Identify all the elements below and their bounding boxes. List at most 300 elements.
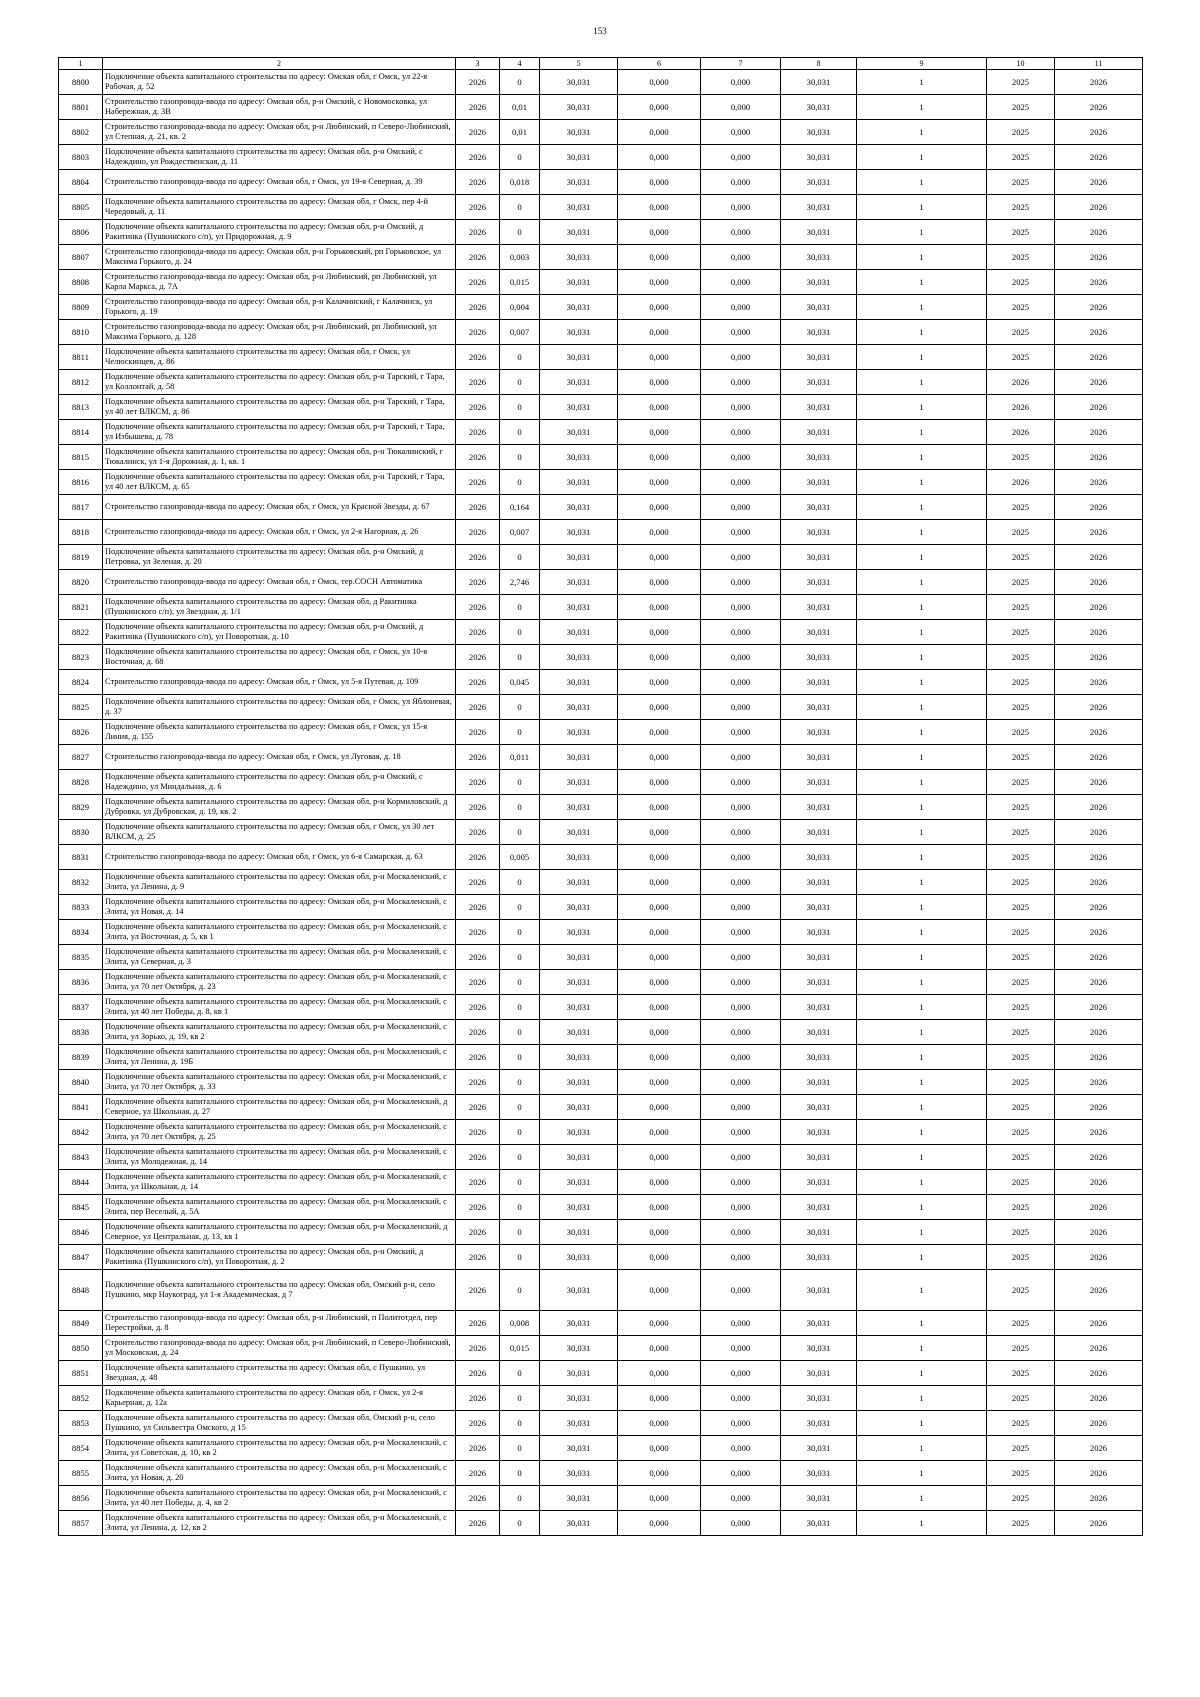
col6-cell: 0,000 [618, 595, 701, 620]
col3-cell: 2026 [456, 1220, 500, 1245]
table-row [59, 1220, 1143, 1245]
col3-cell: 2026 [456, 920, 500, 945]
col6-cell: 0,000 [618, 520, 701, 545]
col10-cell: 2025 [987, 745, 1055, 770]
table-row [59, 595, 1143, 620]
col11-cell: 2026 [1055, 1095, 1143, 1120]
row-number-cell: 8845 [59, 1195, 103, 1220]
table-row [59, 345, 1143, 370]
col5-cell: 30,031 [540, 195, 618, 220]
col9-cell: 1 [857, 1436, 987, 1461]
col10-cell: 2025 [987, 1045, 1055, 1070]
description-cell: Подключение объекта капитального строительства по адресу: Омская обл, р-н Москаленский, с Элита, ул Ленина, д. 9 [103, 870, 456, 895]
col6-cell: 0,000 [618, 220, 701, 245]
col9-cell: 1 [857, 1220, 987, 1245]
description-cell: Подключение объекта капитального строительства по адресу: Омская обл, р-н Москаленский, д Северное, ул Школьная, д. 27 [103, 1095, 456, 1120]
description-cell: Подключение объекта капитального строительства по адресу: Омская обл, р-н Москаленский, с Элита, пер Веселый, д. 5А [103, 1195, 456, 1220]
col5-cell: 30,031 [540, 1486, 618, 1511]
row-number-cell: 8833 [59, 895, 103, 920]
col11-cell: 2026 [1055, 645, 1143, 670]
col10-cell: 2025 [987, 820, 1055, 845]
col8-cell: 30,031 [781, 820, 857, 845]
col11-cell: 2026 [1055, 170, 1143, 195]
col11-cell: 2026 [1055, 295, 1143, 320]
col4-cell: 0 [500, 795, 540, 820]
column-header: 7 [701, 58, 781, 70]
description-cell: Подключение объекта капитального строительства по адресу: Омская обл, р-н Тарский, г Тара, ул Избышева, д. 78 [103, 420, 456, 445]
col4-cell: 0 [500, 1361, 540, 1386]
col9-cell: 1 [857, 1386, 987, 1411]
col4-cell: 0 [500, 1386, 540, 1411]
col8-cell: 30,031 [781, 1486, 857, 1511]
row-number-cell: 8808 [59, 270, 103, 295]
col4-cell: 0 [500, 1120, 540, 1145]
col7-cell: 0,000 [701, 1195, 781, 1220]
col11-cell: 2026 [1055, 1020, 1143, 1045]
col6-cell: 0,000 [618, 345, 701, 370]
col9-cell: 1 [857, 645, 987, 670]
col11-cell: 2026 [1055, 545, 1143, 570]
col3-cell: 2026 [456, 70, 500, 95]
col11-cell: 2026 [1055, 195, 1143, 220]
table-row [59, 845, 1143, 870]
column-header: 11 [1055, 58, 1143, 70]
col10-cell: 2025 [987, 920, 1055, 945]
col6-cell: 0,000 [618, 870, 701, 895]
table-row [59, 320, 1143, 345]
col5-cell: 30,031 [540, 820, 618, 845]
table-row [59, 295, 1143, 320]
table-row [59, 520, 1143, 545]
table-row [59, 570, 1143, 595]
column-header: 9 [857, 58, 987, 70]
col5-cell: 30,031 [540, 1411, 618, 1436]
col3-cell: 2026 [456, 120, 500, 145]
column-header: 2 [103, 58, 456, 70]
col8-cell: 30,031 [781, 245, 857, 270]
col5-cell: 30,031 [540, 1386, 618, 1411]
col4-cell: 0 [500, 1411, 540, 1436]
col11-cell: 2026 [1055, 1270, 1143, 1311]
col10-cell: 2025 [987, 1145, 1055, 1170]
col9-cell: 1 [857, 945, 987, 970]
row-number-cell: 8827 [59, 745, 103, 770]
col3-cell: 2026 [456, 1045, 500, 1070]
description-cell: Подключение объекта капитального строительства по адресу: Омская обл, г Омск, пер 4-й Чередовый, д. 11 [103, 195, 456, 220]
col11-cell: 2026 [1055, 1120, 1143, 1145]
col11-cell: 2026 [1055, 870, 1143, 895]
column-header: 10 [987, 58, 1055, 70]
table-row [59, 445, 1143, 470]
description-cell: Подключение объекта капитального строительства по адресу: Омская обл, р-н Москаленский, с Элита, ул Школьная, д. 14 [103, 1170, 456, 1195]
col5-cell: 30,031 [540, 970, 618, 995]
col10-cell: 2025 [987, 320, 1055, 345]
col11-cell: 2026 [1055, 920, 1143, 945]
col5-cell: 30,031 [540, 145, 618, 170]
col10-cell: 2025 [987, 195, 1055, 220]
col6-cell: 0,000 [618, 420, 701, 445]
row-number-cell: 8810 [59, 320, 103, 345]
col3-cell: 2026 [456, 995, 500, 1020]
col9-cell: 1 [857, 895, 987, 920]
col11-cell: 2026 [1055, 620, 1143, 645]
col9-cell: 1 [857, 1511, 987, 1536]
col9-cell: 1 [857, 270, 987, 295]
col5-cell: 30,031 [540, 295, 618, 320]
col5-cell: 30,031 [540, 220, 618, 245]
row-number-cell: 8804 [59, 170, 103, 195]
col4-cell: 0 [500, 1095, 540, 1120]
col4-cell: 0 [500, 945, 540, 970]
col9-cell: 1 [857, 370, 987, 395]
table-row [59, 70, 1143, 95]
col6-cell: 0,000 [618, 745, 701, 770]
col4-cell: 0 [500, 1461, 540, 1486]
col9-cell: 1 [857, 1270, 987, 1311]
col9-cell: 1 [857, 695, 987, 720]
col5-cell: 30,031 [540, 70, 618, 95]
description-cell: Строительство газопровода-ввода по адресу: Омская обл, г Омск, тер.СОСН Автоматика [103, 570, 456, 595]
col4-cell: 0 [500, 420, 540, 445]
col10-cell: 2025 [987, 145, 1055, 170]
table-row [59, 945, 1143, 970]
table-row [59, 995, 1143, 1020]
col5-cell: 30,031 [540, 1145, 618, 1170]
col11-cell: 2026 [1055, 595, 1143, 620]
description-cell: Строительство газопровода-ввода по адресу: Омская обл, р-н Любинский, п Политотдел, пер Перестройки, д. 8 [103, 1311, 456, 1336]
table-row [59, 1070, 1143, 1095]
row-number-cell: 8813 [59, 395, 103, 420]
col4-cell: 0,011 [500, 745, 540, 770]
col3-cell: 2026 [456, 795, 500, 820]
col8-cell: 30,031 [781, 870, 857, 895]
col6-cell: 0,000 [618, 995, 701, 1020]
col7-cell: 0,000 [701, 845, 781, 870]
col8-cell: 30,031 [781, 1170, 857, 1195]
col3-cell: 2026 [456, 1020, 500, 1045]
description-cell: Строительство газопровода-ввода по адресу: Омская обл, г Омск, ул 19-я Северная, д. 39 [103, 170, 456, 195]
col4-cell: 0 [500, 720, 540, 745]
col3-cell: 2026 [456, 1486, 500, 1511]
row-number-cell: 8800 [59, 70, 103, 95]
table-row [59, 1411, 1143, 1436]
col8-cell: 30,031 [781, 170, 857, 195]
col5-cell: 30,031 [540, 1070, 618, 1095]
description-cell: Строительство газопровода-ввода по адресу: Омская обл, г Омск, ул 5-я Путевая, д. 109 [103, 670, 456, 695]
col9-cell: 1 [857, 595, 987, 620]
description-cell: Подключение объекта капитального строительства по адресу: Омская обл, р-н Москаленский, с Элита, ул 70 лет Октября, д. 25 [103, 1120, 456, 1145]
col9-cell: 1 [857, 1170, 987, 1195]
col6-cell: 0,000 [618, 720, 701, 745]
col11-cell: 2026 [1055, 495, 1143, 520]
col8-cell: 30,031 [781, 795, 857, 820]
description-cell: Подключение объекта капитального строительства по адресу: Омская обл, р-н Тарский, г Тара, ул 40 лет ВЛКСМ, д. 65 [103, 470, 456, 495]
row-number-cell: 8850 [59, 1336, 103, 1361]
col3-cell: 2026 [456, 620, 500, 645]
col9-cell: 1 [857, 245, 987, 270]
col10-cell: 2025 [987, 620, 1055, 645]
table-row [59, 620, 1143, 645]
col9-cell: 1 [857, 820, 987, 845]
col7-cell: 0,000 [701, 770, 781, 795]
col11-cell: 2026 [1055, 345, 1143, 370]
col9-cell: 1 [857, 1045, 987, 1070]
description-cell: Строительство газопровода-ввода по адресу: Омская обл, р-н Любинский, п Северо-Любинский, ул Московская, д. 24 [103, 1336, 456, 1361]
col6-cell: 0,000 [618, 195, 701, 220]
table-row [59, 1461, 1143, 1486]
col8-cell: 30,031 [781, 595, 857, 620]
col10-cell: 2025 [987, 1220, 1055, 1245]
col4-cell: 0,018 [500, 170, 540, 195]
col4-cell: 0 [500, 995, 540, 1020]
col4-cell: 0 [500, 1170, 540, 1195]
description-cell: Строительство газопровода-ввода по адресу: Омская обл, р-н Любинский, рп Любинский, ул Максима Горького, д. 128 [103, 320, 456, 345]
col10-cell: 2025 [987, 670, 1055, 695]
col10-cell: 2025 [987, 95, 1055, 120]
col8-cell: 30,031 [781, 995, 857, 1020]
description-cell: Подключение объекта капитального строительства по адресу: Омская обл, р-н Москаленский, с Элита, ул 70 лет Октября, д. 33 [103, 1070, 456, 1095]
col3-cell: 2026 [456, 1336, 500, 1361]
col8-cell: 30,031 [781, 845, 857, 870]
col5-cell: 30,031 [540, 620, 618, 645]
col4-cell: 0 [500, 1045, 540, 1070]
col10-cell: 2025 [987, 1461, 1055, 1486]
table-row [59, 1361, 1143, 1386]
col3-cell: 2026 [456, 1386, 500, 1411]
description-cell: Подключение объекта капитального строительства по адресу: Омская обл, р-н Москаленский, с Элита, ул Ленина, д. 19Б [103, 1045, 456, 1070]
col6-cell: 0,000 [618, 895, 701, 920]
row-number-cell: 8812 [59, 370, 103, 395]
col5-cell: 30,031 [540, 1336, 618, 1361]
col4-cell: 0 [500, 820, 540, 845]
col6-cell: 0,000 [618, 120, 701, 145]
col8-cell: 30,031 [781, 345, 857, 370]
col4-cell: 0,164 [500, 495, 540, 520]
col3-cell: 2026 [456, 720, 500, 745]
col10-cell: 2025 [987, 170, 1055, 195]
col6-cell: 0,000 [618, 445, 701, 470]
col6-cell: 0,000 [618, 770, 701, 795]
col4-cell: 0 [500, 1270, 540, 1311]
col5-cell: 30,031 [540, 845, 618, 870]
col7-cell: 0,000 [701, 1145, 781, 1170]
col6-cell: 0,000 [618, 1220, 701, 1245]
col7-cell: 0,000 [701, 420, 781, 445]
description-cell: Подключение объекта капитального строительства по адресу: Омская обл, г Омск, ул 10-я Восточная, д. 68 [103, 645, 456, 670]
col9-cell: 1 [857, 1195, 987, 1220]
col3-cell: 2026 [456, 270, 500, 295]
col3-cell: 2026 [456, 370, 500, 395]
col8-cell: 30,031 [781, 495, 857, 520]
col11-cell: 2026 [1055, 995, 1143, 1020]
row-number-cell: 8809 [59, 295, 103, 320]
col9-cell: 1 [857, 670, 987, 695]
description-cell: Подключение объекта капитального строительства по адресу: Омская обл, р-н Омский, д Петровка, ул Зеленая, д. 20 [103, 545, 456, 570]
col6-cell: 0,000 [618, 945, 701, 970]
description-cell: Подключение объекта капитального строительства по адресу: Омская обл, р-н Тюкалинский, г Тюкалинск, ул 1-я Дорожная, д. 1, кв. 1 [103, 445, 456, 470]
col6-cell: 0,000 [618, 495, 701, 520]
col6-cell: 0,000 [618, 95, 701, 120]
col10-cell: 2025 [987, 870, 1055, 895]
col5-cell: 30,031 [540, 1511, 618, 1536]
col3-cell: 2026 [456, 520, 500, 545]
col9-cell: 1 [857, 870, 987, 895]
row-number-cell: 8807 [59, 245, 103, 270]
col7-cell: 0,000 [701, 470, 781, 495]
col8-cell: 30,031 [781, 970, 857, 995]
col5-cell: 30,031 [540, 945, 618, 970]
row-number-cell: 8836 [59, 970, 103, 995]
col11-cell: 2026 [1055, 320, 1143, 345]
description-cell: Подключение объекта капитального строительства по адресу: Омская обл, р-н Москаленский, д Северное, ул Центральная, д. 13, кв 1 [103, 1220, 456, 1245]
description-cell: Подключение объекта капитального строительства по адресу: Омская обл, р-н Москаленский, с Элита, ул Северная, д. 3 [103, 945, 456, 970]
col9-cell: 1 [857, 520, 987, 545]
column-header: 4 [500, 58, 540, 70]
col6-cell: 0,000 [618, 820, 701, 845]
table-row [59, 820, 1143, 845]
row-number-cell: 8821 [59, 595, 103, 620]
col9-cell: 1 [857, 345, 987, 370]
col11-cell: 2026 [1055, 70, 1143, 95]
col4-cell: 0,015 [500, 1336, 540, 1361]
table-row [59, 420, 1143, 445]
table-row [59, 1511, 1143, 1536]
col5-cell: 30,031 [540, 170, 618, 195]
row-number-cell: 8801 [59, 95, 103, 120]
col7-cell: 0,000 [701, 545, 781, 570]
col4-cell: 0 [500, 545, 540, 570]
col4-cell: 0,004 [500, 295, 540, 320]
col10-cell: 2025 [987, 1386, 1055, 1411]
col11-cell: 2026 [1055, 1220, 1143, 1245]
col6-cell: 0,000 [618, 270, 701, 295]
table-row [59, 120, 1143, 145]
col9-cell: 1 [857, 395, 987, 420]
col10-cell: 2025 [987, 270, 1055, 295]
col11-cell: 2026 [1055, 745, 1143, 770]
col3-cell: 2026 [456, 295, 500, 320]
description-cell: Строительство газопровода-ввода по адресу: Омская обл, г Омск, ул Красной Звезды, д. 67 [103, 495, 456, 520]
row-number-cell: 8830 [59, 820, 103, 845]
col8-cell: 30,031 [781, 520, 857, 545]
col5-cell: 30,031 [540, 245, 618, 270]
col9-cell: 1 [857, 570, 987, 595]
description-cell: Подключение объекта капитального строительства по адресу: Омская обл, г Омск, ул Челюскинцев, д. 86 [103, 345, 456, 370]
col6-cell: 0,000 [618, 1145, 701, 1170]
col6-cell: 0,000 [618, 1020, 701, 1045]
col9-cell: 1 [857, 320, 987, 345]
col9-cell: 1 [857, 145, 987, 170]
col5-cell: 30,031 [540, 570, 618, 595]
col6-cell: 0,000 [618, 1511, 701, 1536]
col4-cell: 0 [500, 695, 540, 720]
col7-cell: 0,000 [701, 95, 781, 120]
col10-cell: 2025 [987, 520, 1055, 545]
col11-cell: 2026 [1055, 1170, 1143, 1195]
col6-cell: 0,000 [618, 1095, 701, 1120]
col9-cell: 1 [857, 170, 987, 195]
table-row [59, 645, 1143, 670]
col7-cell: 0,000 [701, 145, 781, 170]
col11-cell: 2026 [1055, 120, 1143, 145]
col8-cell: 30,031 [781, 945, 857, 970]
description-cell: Подключение объекта капитального строительства по адресу: Омская обл, р-н Москаленский, с Элита, ул Новая, д. 14 [103, 895, 456, 920]
col4-cell: 0 [500, 470, 540, 495]
col7-cell: 0,000 [701, 870, 781, 895]
row-number-cell: 8837 [59, 995, 103, 1020]
description-cell: Подключение объекта капитального строительства по адресу: Омская обл, г Омск, ул 22-я Рабочая, д. 52 [103, 70, 456, 95]
col8-cell: 30,031 [781, 1336, 857, 1361]
col4-cell: 0 [500, 1020, 540, 1045]
col4-cell: 0 [500, 920, 540, 945]
col5-cell: 30,031 [540, 370, 618, 395]
col3-cell: 2026 [456, 1170, 500, 1195]
col3-cell: 2026 [456, 970, 500, 995]
col9-cell: 1 [857, 770, 987, 795]
col10-cell: 2025 [987, 945, 1055, 970]
col6-cell: 0,000 [618, 1195, 701, 1220]
col8-cell: 30,031 [781, 1095, 857, 1120]
col3-cell: 2026 [456, 1095, 500, 1120]
column-header: 5 [540, 58, 618, 70]
col8-cell: 30,031 [781, 370, 857, 395]
col5-cell: 30,031 [540, 495, 618, 520]
description-cell: Строительство газопровода-ввода по адресу: Омская обл, р-н Любинский, рп Любинский, ул Карла Маркса, д. 7А [103, 270, 456, 295]
row-number-cell: 8847 [59, 1245, 103, 1270]
col3-cell: 2026 [456, 470, 500, 495]
col8-cell: 30,031 [781, 445, 857, 470]
col8-cell: 30,031 [781, 1245, 857, 1270]
table-row [59, 870, 1143, 895]
col10-cell: 2025 [987, 795, 1055, 820]
col5-cell: 30,031 [540, 645, 618, 670]
col10-cell: 2026 [987, 395, 1055, 420]
col9-cell: 1 [857, 470, 987, 495]
row-number-cell: 8802 [59, 120, 103, 145]
table-row [59, 720, 1143, 745]
description-cell: Подключение объекта капитального строительства по адресу: Омская обл, р-н Тарский, г Тара, ул Коллонтай, д. 58 [103, 370, 456, 395]
col9-cell: 1 [857, 1486, 987, 1511]
col10-cell: 2025 [987, 1411, 1055, 1436]
col7-cell: 0,000 [701, 895, 781, 920]
col5-cell: 30,031 [540, 920, 618, 945]
col6-cell: 0,000 [618, 920, 701, 945]
col10-cell: 2025 [987, 1511, 1055, 1536]
col4-cell: 0 [500, 1070, 540, 1095]
row-number-cell: 8806 [59, 220, 103, 245]
col11-cell: 2026 [1055, 370, 1143, 395]
col8-cell: 30,031 [781, 1511, 857, 1536]
table-row [59, 545, 1143, 570]
col8-cell: 30,031 [781, 1270, 857, 1311]
col8-cell: 30,031 [781, 1386, 857, 1411]
col10-cell: 2025 [987, 495, 1055, 520]
col8-cell: 30,031 [781, 145, 857, 170]
column-header: 1 [59, 58, 103, 70]
description-cell: Подключение объекта капитального строительства по адресу: Омская обл, р-н Омский, д Ракитинка (Пушкинского с/п), ул Придорожная, д. 9 [103, 220, 456, 245]
col5-cell: 30,031 [540, 695, 618, 720]
col9-cell: 1 [857, 970, 987, 995]
col10-cell: 2025 [987, 995, 1055, 1020]
row-number-cell: 8829 [59, 795, 103, 820]
col5-cell: 30,031 [540, 1045, 618, 1070]
col11-cell: 2026 [1055, 945, 1143, 970]
row-number-cell: 8819 [59, 545, 103, 570]
col9-cell: 1 [857, 1120, 987, 1145]
col4-cell: 0 [500, 70, 540, 95]
table-row [59, 1120, 1143, 1145]
col4-cell: 0 [500, 1220, 540, 1245]
